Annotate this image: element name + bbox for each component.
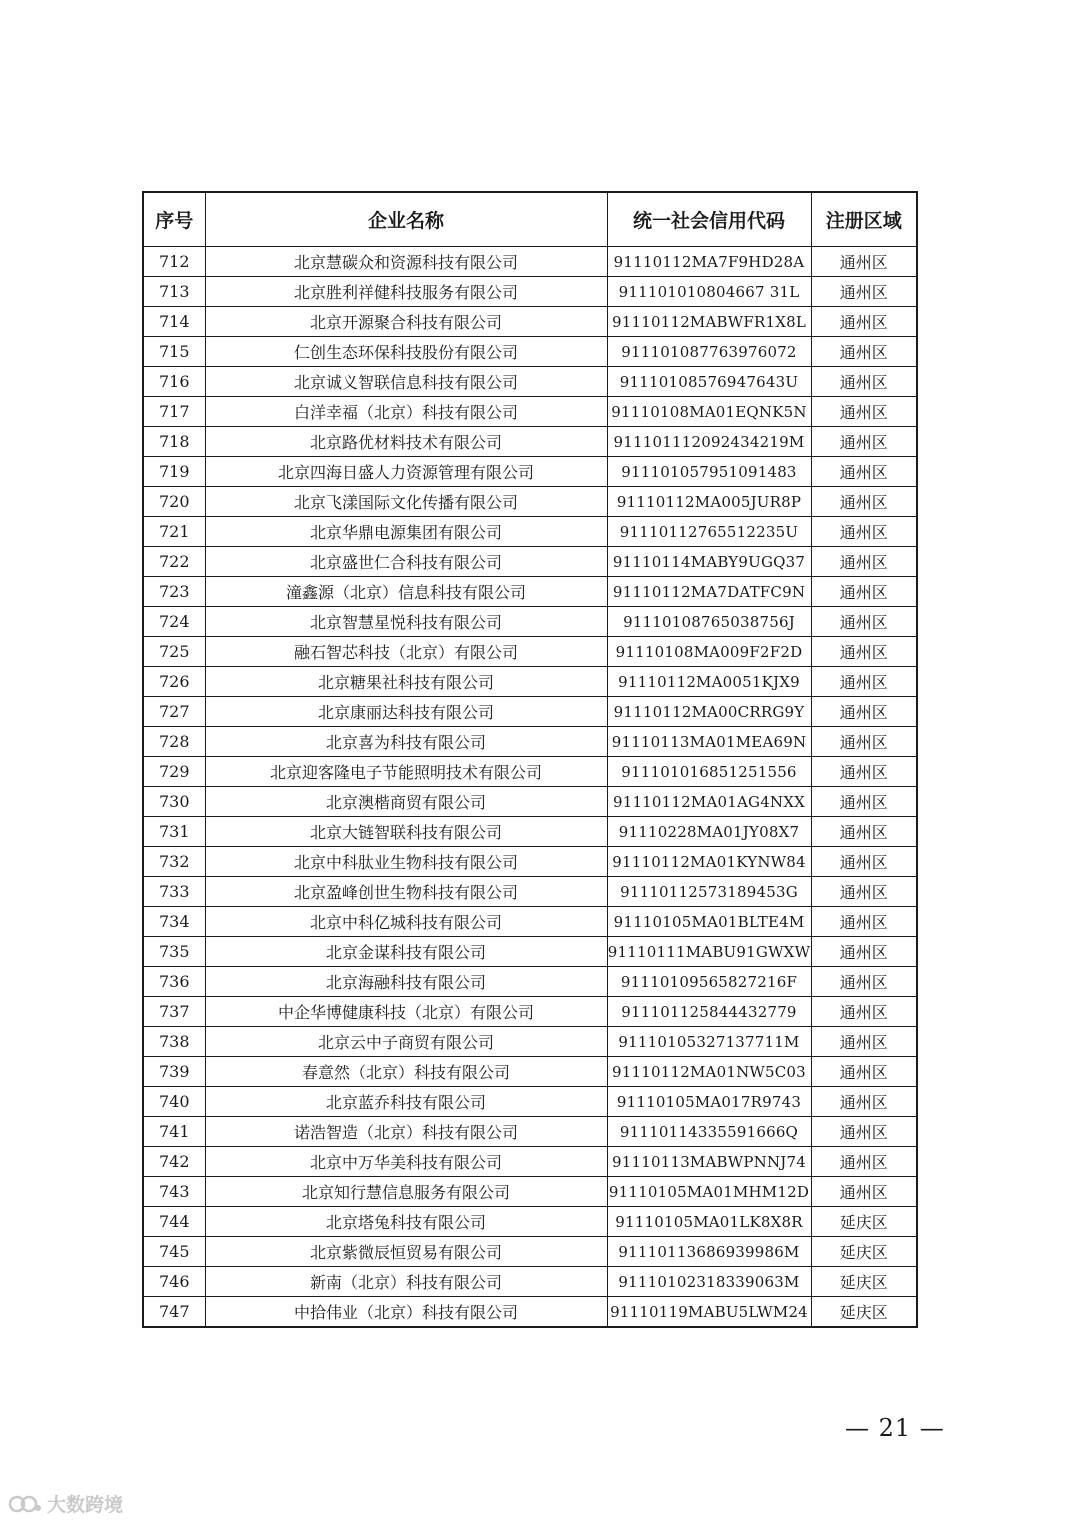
cell-district: 通州区	[811, 607, 917, 637]
table-row	[143, 757, 917, 787]
cell-credit-code: 91110228MA01JY08X7	[607, 817, 811, 847]
cell-credit-code: 91110112MA01AG4NXX	[607, 787, 811, 817]
cell-seq: 733	[143, 877, 205, 907]
table-row	[143, 697, 917, 727]
cell-seq: 736	[143, 967, 205, 997]
cell-seq: 719	[143, 457, 205, 487]
cell-company-name: 北京知行慧信息服务有限公司	[205, 1177, 607, 1207]
table-row	[143, 397, 917, 427]
cell-company-name: 白洋幸福（北京）科技有限公司	[205, 397, 607, 427]
cell-district: 通州区	[811, 367, 917, 397]
cell-seq: 716	[143, 367, 205, 397]
table-row	[143, 277, 917, 307]
cell-seq: 728	[143, 727, 205, 757]
cell-seq: 743	[143, 1177, 205, 1207]
cell-district: 通州区	[811, 1087, 917, 1117]
cell-credit-code: 91110112573189453G	[607, 877, 811, 907]
cell-seq: 725	[143, 637, 205, 667]
cell-credit-code: 91110112MA7DATFC9N	[607, 577, 811, 607]
header-seq: 序号	[143, 192, 205, 247]
cell-company-name: 北京紫微辰恒贸易有限公司	[205, 1237, 607, 1267]
cell-district: 延庆区	[811, 1267, 917, 1297]
cell-seq: 734	[143, 907, 205, 937]
cell-seq: 732	[143, 847, 205, 877]
cell-company-name: 北京盛世仁合科技有限公司	[205, 547, 607, 577]
cell-credit-code: 911101112092434219M	[607, 427, 811, 457]
table-row	[143, 1087, 917, 1117]
cell-company-name: 北京糖果社科技有限公司	[205, 667, 607, 697]
cell-company-name: 诺浩智造（北京）科技有限公司	[205, 1117, 607, 1147]
cell-company-name: 北京中万华美科技有限公司	[205, 1147, 607, 1177]
cell-seq: 737	[143, 997, 205, 1027]
cell-credit-code: 911101087763976072	[607, 337, 811, 367]
cell-seq: 723	[143, 577, 205, 607]
cell-company-name: 北京康丽达科技有限公司	[205, 697, 607, 727]
cell-district: 通州区	[811, 877, 917, 907]
cell-district: 通州区	[811, 1147, 917, 1177]
cell-district: 通州区	[811, 757, 917, 787]
table-row	[143, 907, 917, 937]
cell-seq: 718	[143, 427, 205, 457]
table-row	[143, 1147, 917, 1177]
cell-district: 通州区	[811, 997, 917, 1027]
cell-credit-code: 91110105MA01BLTE4M	[607, 907, 811, 937]
cell-company-name: 仁创生态环保科技股份有限公司	[205, 337, 607, 367]
cell-credit-code: 91110112MA01NW5C03	[607, 1057, 811, 1087]
table-row	[143, 1117, 917, 1147]
cell-credit-code: 91110108MA01EQNK5N	[607, 397, 811, 427]
cell-district: 通州区	[811, 1117, 917, 1147]
cell-company-name: 北京金谋科技有限公司	[205, 937, 607, 967]
cell-company-name: 北京开源聚合科技有限公司	[205, 307, 607, 337]
cell-company-name: 北京华鼎电源集团有限公司	[205, 517, 607, 547]
cell-seq: 715	[143, 337, 205, 367]
cell-company-name: 北京喜为科技有限公司	[205, 727, 607, 757]
cell-seq: 741	[143, 1117, 205, 1147]
cell-company-name: 北京诚义智联信息科技有限公司	[205, 367, 607, 397]
table-row	[143, 847, 917, 877]
table-row	[143, 1177, 917, 1207]
cell-district: 通州区	[811, 1057, 917, 1087]
cell-credit-code: 91110113MA01MEA69N	[607, 727, 811, 757]
cell-seq: 738	[143, 1027, 205, 1057]
cell-company-name: 新南（北京）科技有限公司	[205, 1267, 607, 1297]
cell-seq: 712	[143, 247, 205, 277]
cell-credit-code: 91110105327137711M	[607, 1027, 811, 1057]
cell-district: 延庆区	[811, 1207, 917, 1237]
cell-credit-code: 91110113MABWPNNJ74	[607, 1147, 811, 1177]
cell-seq: 745	[143, 1237, 205, 1267]
header-district: 注册区域	[811, 192, 917, 247]
cell-credit-code: 91110105MA017R9743	[607, 1087, 811, 1117]
cell-company-name: 北京中科亿城科技有限公司	[205, 907, 607, 937]
cell-company-name: 北京四海日盛人力资源管理有限公司	[205, 457, 607, 487]
cell-credit-code: 91110105MA01LK8X8R	[607, 1207, 811, 1237]
cell-credit-code: 91110108MA009F2F2D	[607, 637, 811, 667]
table-row	[143, 997, 917, 1027]
table-row	[143, 877, 917, 907]
cell-seq: 740	[143, 1087, 205, 1117]
cell-seq: 713	[143, 277, 205, 307]
cell-district: 通州区	[811, 847, 917, 877]
cell-company-name: 北京迎客隆电子节能照明技术有限公司	[205, 757, 607, 787]
cell-credit-code: 911101057951091483	[607, 457, 811, 487]
cell-district: 通州区	[811, 337, 917, 367]
cell-company-name: 北京胜利祥健科技服务有限公司	[205, 277, 607, 307]
cell-company-name: 北京飞漾国际文化传播有限公司	[205, 487, 607, 517]
cell-credit-code: 91110113686939986M	[607, 1237, 811, 1267]
cell-credit-code: 91110109565827216F	[607, 967, 811, 997]
table-row	[143, 1267, 917, 1297]
table-row	[143, 967, 917, 997]
cell-district: 通州区	[811, 1177, 917, 1207]
cell-district: 通州区	[811, 907, 917, 937]
cell-company-name: 融石智芯科技（北京）有限公司	[205, 637, 607, 667]
cell-district: 通州区	[811, 937, 917, 967]
table-row	[143, 427, 917, 457]
cell-credit-code: 91110112MA7F9HD28A	[607, 247, 811, 277]
cell-district: 通州区	[811, 547, 917, 577]
logo-icon	[8, 1493, 42, 1515]
cell-company-name: 北京慧碳众和资源科技有限公司	[205, 247, 607, 277]
cell-credit-code: 91110119MABU5LWM24	[607, 1297, 811, 1328]
cell-seq: 735	[143, 937, 205, 967]
table-row	[143, 457, 917, 487]
table-header-row	[143, 192, 917, 247]
table-row	[143, 307, 917, 337]
header-company-name: 企业名称	[205, 192, 607, 247]
cell-credit-code: 91110112MA0051KJX9	[607, 667, 811, 697]
table-row	[143, 517, 917, 547]
cell-credit-code: 91110105MA01MHM12D	[607, 1177, 811, 1207]
cell-district: 通州区	[811, 637, 917, 667]
cell-credit-code: 911101125844432779	[607, 997, 811, 1027]
cell-district: 通州区	[811, 277, 917, 307]
cell-district: 通州区	[811, 727, 917, 757]
cell-company-name: 北京澳楷商贸有限公司	[205, 787, 607, 817]
cell-company-name: 北京盈峰创世生物科技有限公司	[205, 877, 607, 907]
table-row	[143, 1057, 917, 1087]
cell-seq: 726	[143, 667, 205, 697]
cell-seq: 746	[143, 1267, 205, 1297]
watermark-logo	[8, 1490, 123, 1517]
cell-company-name: 北京智慧星悦科技有限公司	[205, 607, 607, 637]
cell-seq: 724	[143, 607, 205, 637]
cell-credit-code: 911101010804667 31L	[607, 277, 811, 307]
cell-credit-code: 91110112MA01KYNW84	[607, 847, 811, 877]
cell-credit-code: 91110112MA00CRRG9Y	[607, 697, 811, 727]
cell-company-name: 北京海融科技有限公司	[205, 967, 607, 997]
page-number: — 21 —	[845, 1414, 945, 1442]
cell-credit-code: 911101016851251556	[607, 757, 811, 787]
cell-district: 通州区	[811, 577, 917, 607]
cell-district: 通州区	[811, 1027, 917, 1057]
table-row	[143, 787, 917, 817]
cell-company-name: 中拾伟业（北京）科技有限公司	[205, 1297, 607, 1328]
cell-district: 通州区	[811, 397, 917, 427]
table-row	[143, 817, 917, 847]
cell-credit-code: 91110114335591666Q	[607, 1117, 811, 1147]
table-row	[143, 1207, 917, 1237]
cell-district: 延庆区	[811, 1237, 917, 1267]
cell-seq: 747	[143, 1297, 205, 1328]
table-row	[143, 487, 917, 517]
table-row	[143, 1027, 917, 1057]
cell-company-name: 北京云中子商贸有限公司	[205, 1027, 607, 1057]
cell-credit-code: 91110108576947643U	[607, 367, 811, 397]
cell-district: 延庆区	[811, 1297, 917, 1328]
cell-district: 通州区	[811, 517, 917, 547]
cell-credit-code: 91110102318339063M	[607, 1267, 811, 1297]
cell-district: 通州区	[811, 247, 917, 277]
cell-district: 通州区	[811, 817, 917, 847]
table-row	[143, 607, 917, 637]
table-row	[143, 577, 917, 607]
cell-company-name: 北京塔兔科技有限公司	[205, 1207, 607, 1237]
cell-credit-code: 91110108765038756J	[607, 607, 811, 637]
table-row	[143, 1237, 917, 1267]
cell-seq: 744	[143, 1207, 205, 1237]
table-row	[143, 247, 917, 277]
cell-district: 通州区	[811, 787, 917, 817]
cell-credit-code: 91110112765512235U	[607, 517, 811, 547]
cell-seq: 731	[143, 817, 205, 847]
cell-seq: 721	[143, 517, 205, 547]
cell-district: 通州区	[811, 427, 917, 457]
table-body	[143, 247, 917, 1328]
table-row	[143, 1297, 917, 1328]
cell-credit-code: 91110111MABU91GWXW	[607, 937, 811, 967]
cell-district: 通州区	[811, 697, 917, 727]
cell-district: 通州区	[811, 307, 917, 337]
cell-company-name: 北京蓝乔科技有限公司	[205, 1087, 607, 1117]
cell-district: 通州区	[811, 457, 917, 487]
table-row	[143, 547, 917, 577]
cell-district: 通州区	[811, 667, 917, 697]
cell-seq: 714	[143, 307, 205, 337]
cell-seq: 739	[143, 1057, 205, 1087]
cell-company-name: 潼鑫源（北京）信息科技有限公司	[205, 577, 607, 607]
cell-seq: 729	[143, 757, 205, 787]
cell-credit-code: 91110114MABY9UGQ37	[607, 547, 811, 577]
table-row	[143, 667, 917, 697]
cell-seq: 742	[143, 1147, 205, 1177]
cell-company-name: 春意然（北京）科技有限公司	[205, 1057, 607, 1087]
table-row	[143, 727, 917, 757]
cell-company-name: 中企华博健康科技（北京）有限公司	[205, 997, 607, 1027]
table-row	[143, 937, 917, 967]
cell-company-name: 北京路优材料技术有限公司	[205, 427, 607, 457]
watermark-text: 大数跨境	[47, 1494, 124, 1516]
table-row	[143, 367, 917, 397]
cell-district: 通州区	[811, 967, 917, 997]
cell-credit-code: 91110112MA005JUR8P	[607, 487, 811, 517]
cell-seq: 730	[143, 787, 205, 817]
cell-company-name: 北京大链智联科技有限公司	[205, 817, 607, 847]
cell-seq: 722	[143, 547, 205, 577]
cell-credit-code: 91110112MABWFR1X8L	[607, 307, 811, 337]
cell-seq: 717	[143, 397, 205, 427]
table-row	[143, 637, 917, 667]
cell-district: 通州区	[811, 487, 917, 517]
company-table	[142, 191, 918, 1328]
cell-seq: 720	[143, 487, 205, 517]
header-credit-code: 统一社会信用代码	[607, 192, 811, 247]
cell-seq: 727	[143, 697, 205, 727]
table-row	[143, 337, 917, 367]
cell-company-name: 北京中科肽业生物科技有限公司	[205, 847, 607, 877]
